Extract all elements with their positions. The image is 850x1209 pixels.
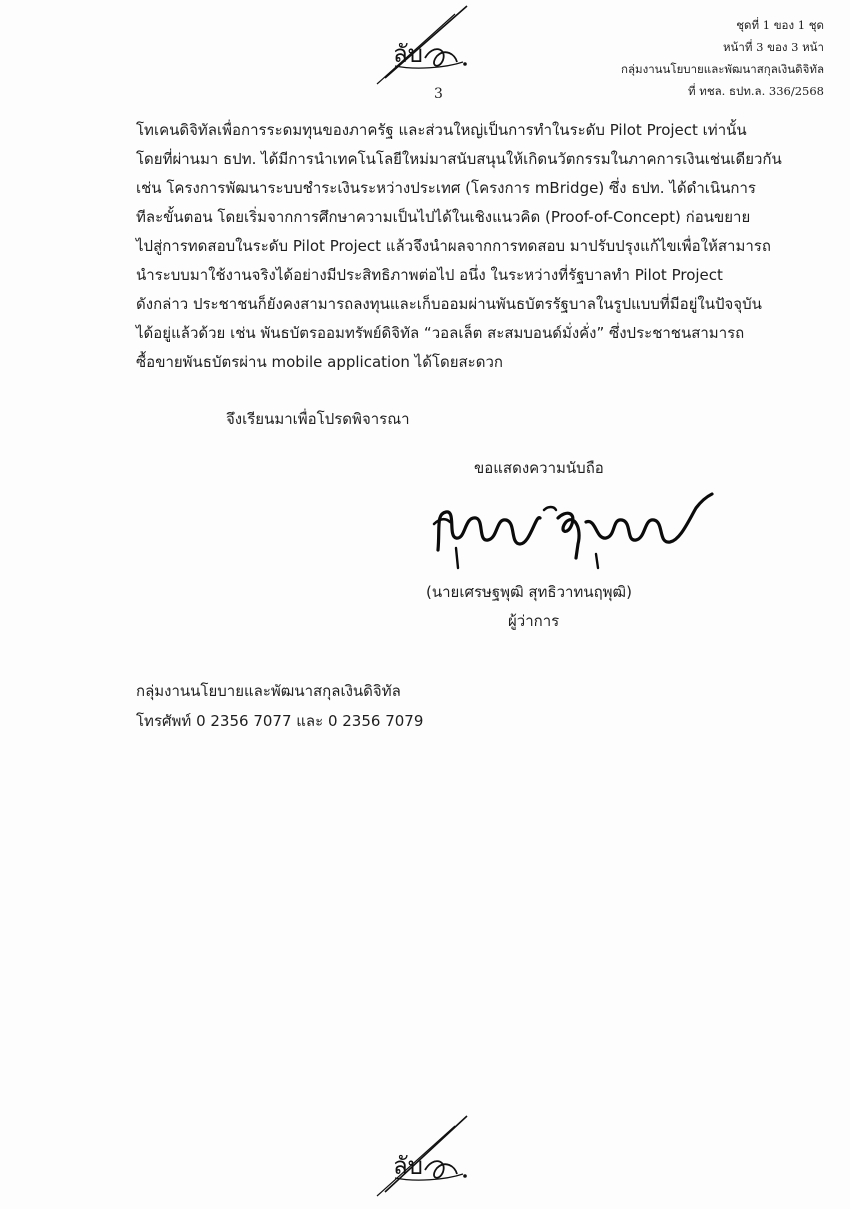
page-count-line: หน้าที่ 3 ของ 3 หน้า (722, 40, 824, 54)
body-line: เช่น โครงการพัฒนาระบบชำระเงินระหว่างประเทศ (โครงการ mBridge) ซึ่ง ธปท. ได้ดำเนินการ (136, 179, 756, 197)
initials-text-top: ลับ (393, 40, 423, 68)
body-line: ซื้อขายพันธบัตรผ่าน mobile application ได้โดยสะดวก (136, 353, 503, 371)
contact-phone: โทรศัพท์ 0 2356 7077 และ 0 2356 7079 (136, 712, 424, 730)
header-reference-block (621, 14, 824, 102)
initials-mark-bottom (355, 1108, 485, 1198)
set-count-line: ชุดที่ 1 ของ 1 ชุด (736, 18, 824, 32)
body-line: โดยที่ผ่านมา ธปท. ได้มีการนำเทคโนโลยีใหม่มาสนับสนุนให้เกิดนวัตกรรมในภาคการเงินเช่นเดียวกัน (136, 150, 782, 168)
page-number: 3 (434, 86, 443, 102)
closing-regards: ขอแสดงความนับถือ (474, 459, 604, 477)
signer-title: ผู้ว่าการ (508, 612, 560, 630)
contact-block (136, 676, 423, 736)
initials-text-bottom: ลับ (393, 1152, 423, 1180)
body-line: ไปสู่การทดสอบในระดับ Pilot Project แล้วจึงนำผลจากการทดสอบ มาปรับปรุงแก้ไขเพื่อให้สามารถ (136, 237, 771, 255)
reference-number-line: ที่ ทชล. ธปท.ล. 336/2568 (688, 84, 824, 98)
department-line: กลุ่มงานนโยบายและพัฒนาสกุลเงินดิจิทัล (621, 62, 824, 76)
body-line: โทเคนดิจิทัลเพื่อการระดมทุนของภาครัฐ และส่วนใหญ่เป็นการทำในระดับ Pilot Project เท่านั้น (136, 121, 747, 139)
body-line: นำระบบมาใช้งานจริงได้อย่างมีประสิทธิภาพต่อไป อนึ่ง ในระหว่างที่รัฐบาลทำ Pilot Project (136, 266, 723, 284)
handwritten-signature (426, 488, 716, 576)
initials-mark-top (355, 0, 485, 90)
contact-department: กลุ่มงานนโยบายและพัฒนาสกุลเงินดิจิทัล (136, 682, 401, 700)
signer-name: (นายเศรษฐพุฒิ สุทธิวาทนฤพุฒิ) (426, 583, 632, 601)
body-paragraph (136, 116, 782, 377)
body-line: ทีละขั้นตอน โดยเริ่มจากการศึกษาความเป็นไปได้ในเชิงแนวคิด (Proof-of-Concept) ก่อนขยาย (136, 208, 751, 226)
closing-request: จึงเรียนมาเพื่อโปรดพิจารณา (226, 410, 410, 428)
body-line: ดังกล่าว ประชาชนก็ยังคงสามารถลงทุนและเก็บออมผ่านพันธบัตรรัฐบาลในรูปแบบที่มีอยู่ในปัจจุบัน (136, 295, 762, 313)
body-line: ได้อยู่แล้วด้วย เช่น พันธบัตรออมทรัพย์ดิจิทัล “วอลเล็ต สะสมบอนด์มั่งคั่ง” ซึ่งประชาชนสามารถ (136, 324, 745, 342)
